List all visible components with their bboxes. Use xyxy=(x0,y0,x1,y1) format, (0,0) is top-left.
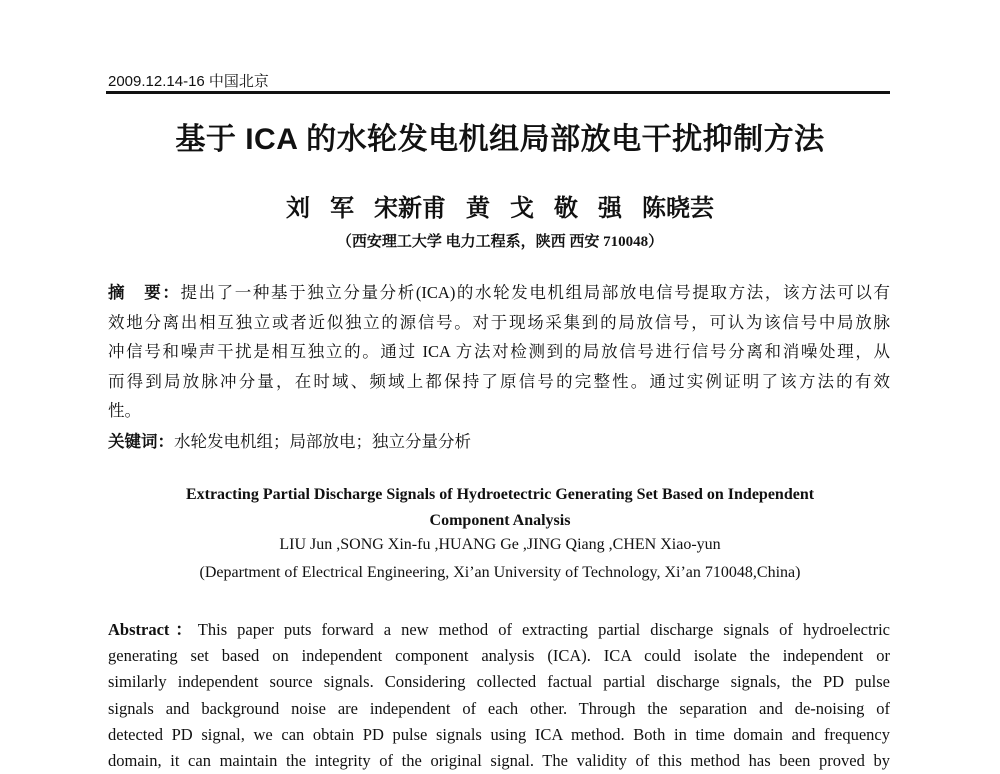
keywords-label: 关键词： xyxy=(108,432,174,451)
abstract-cn xyxy=(108,278,890,426)
abstract-en xyxy=(108,617,890,774)
affiliation-en: (Department of Electrical Engineering, Xi’an University of Technology, Xi’an 710048,China) xyxy=(199,564,801,581)
keywords-text: 水轮发电机组；局部放电；独立分量分析 xyxy=(174,432,471,451)
abstract-en-line: similarly independent source signals. Considering collected factual partial discharge signals, the PD pulse xyxy=(108,672,890,692)
abstract-en-label: Abstract： xyxy=(108,620,198,639)
keywords-cn xyxy=(108,428,471,452)
abstract-en-line: domain, it can maintain the integrity of the original signal. The validity of this method has been proved by xyxy=(108,750,890,770)
abstract-en-line: signals and background noise are independent of each other. Through the separation and de-noising of xyxy=(108,698,890,718)
header-rule xyxy=(106,91,890,94)
english-title xyxy=(0,482,1000,534)
paper-title: 基于 ICA 的水轮发电机组局部放电干扰抑制方法 xyxy=(175,123,825,156)
abstract-en-line: This paper puts forward a new method of extracting partial discharge signals of hydroelectric xyxy=(197,620,890,639)
abstract-en-line: generating set based on independent component analysis (ICA). ICA could isolate the independent or xyxy=(108,646,890,666)
authors-cn: 刘 军 宋新甫 黄 戈 敬 强 陈晓芸 xyxy=(286,196,714,222)
english-title-line: Component Analysis xyxy=(429,512,571,529)
abstract-cn-line: 冲信号和噪声干扰是相互独立的。通过 ICA 方法对检测到的局放信号进行信号分离和消噪处理，从 xyxy=(108,342,890,361)
conference-header: 2009.12.14-16 中国北京 xyxy=(108,73,269,90)
english-title-line: Extracting Partial Discharge Signals of Hydroetectric Generating Set Based on Independent xyxy=(185,486,815,503)
abstract-en-line: detected PD signal, we can obtain PD pulse signals using ICA method. Both in time domain and frequency xyxy=(108,724,890,744)
abstract-cn-line: 而得到局放脉冲分量，在时域、频域上都保持了原信号的完整性。通过实例证明了该方法的有效 xyxy=(108,371,890,391)
abstract-cn-line: 性。 xyxy=(108,401,141,420)
affiliation-cn: （西安理工大学 电力工程系，陕西 西安 710048） xyxy=(336,234,664,250)
authors-en: LIU Jun ,SONG Xin-fu ,HUANG Ge ,JING Qiang ,CHEN Xiao-yun xyxy=(279,536,721,553)
abstract-cn-label: 摘 要： xyxy=(108,283,181,302)
abstract-cn-line: 提出了一种基于独立分量分析(ICA)的水轮发电机组局部放电信号提取方法，该方法可以有 xyxy=(180,283,890,302)
abstract-cn-line: 效地分离出相互独立或者近似独立的源信号。对于现场采集到的局放信号，可认为该信号中局放脉 xyxy=(108,312,890,332)
